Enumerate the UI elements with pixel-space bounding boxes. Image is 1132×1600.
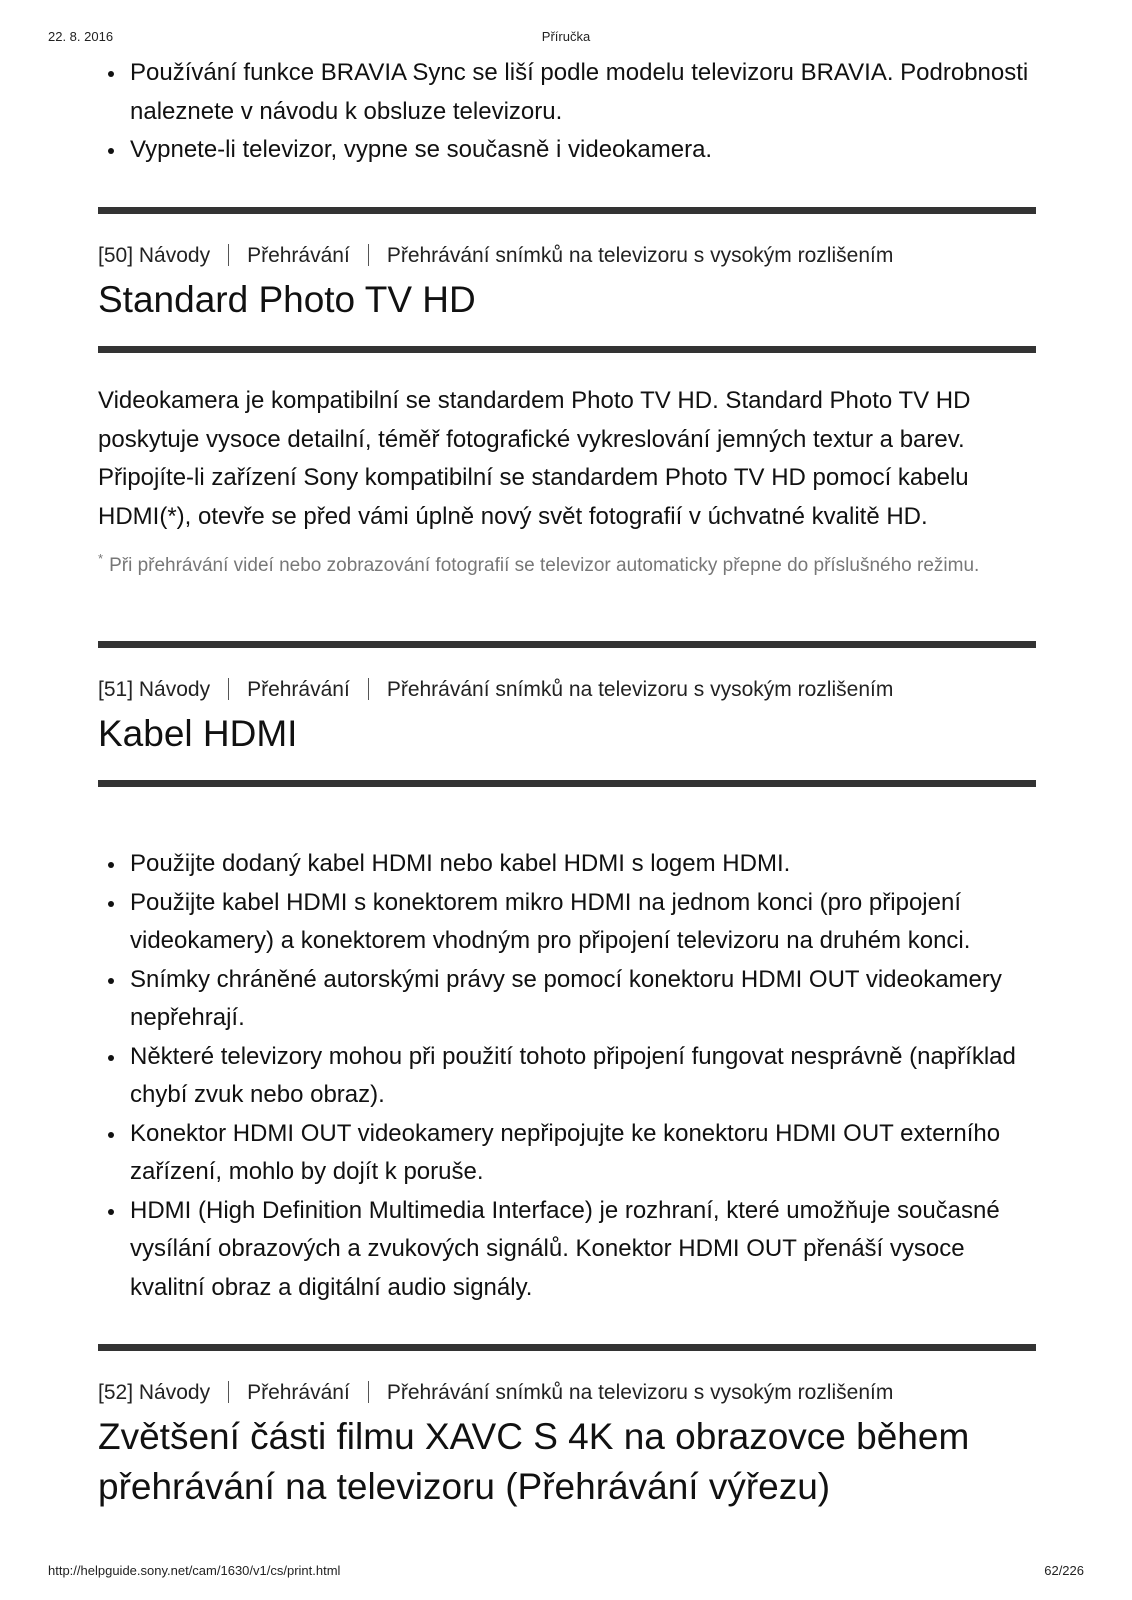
- document-title: Příručka: [541, 29, 591, 44]
- list-item: [98, 1038, 1036, 1115]
- intro-bullet-list: [98, 54, 1036, 170]
- section-paragraph: Videokamera je kompatibilní se standardem Photo TV HD. Standard Photo TV HD poskytuje vysoce detailní, téměř fotografické vykreslování jemných textur a barev. Připojíte-li zařízení Sony kompatibilní se standardem Photo TV HD pomocí kabelu HDMI(*), otevře se před vámi úplně nový svět fotografií v úchvatné kvalitě HD.: [98, 387, 971, 530]
- section-divider: [98, 346, 1036, 353]
- hdmi-notes: [98, 845, 1036, 1307]
- page-number: 62/226: [1044, 1563, 1084, 1578]
- section-title: Standard Photo TV HD: [98, 279, 476, 320]
- list-item-text: Snímky chráněné autorskými právy se pomocí konektoru HDMI OUT videokamery nepřehrají.: [130, 965, 1002, 1031]
- breadcrumb: [98, 244, 893, 268]
- section-divider: [98, 1344, 1036, 1351]
- intro-notes: [98, 54, 1036, 170]
- list-item-text: Použijte kabel HDMI s konektorem mikro HDMI na jednom konci (pro připojení videokamery) a konektorem vhodným pro připojení televizoru na druhém konci.: [130, 888, 971, 954]
- breadcrumb: [98, 1381, 893, 1405]
- section-divider: [98, 641, 1036, 648]
- breadcrumb-separator: [368, 244, 369, 266]
- hdmi-bullet-list: [98, 845, 1036, 1307]
- breadcrumb-item-topic[interactable]: Přehrávání snímků na televizoru s vysokým rozlišením: [386, 1381, 894, 1404]
- list-item-text: Použijte dodaný kabel HDMI nebo kabel HDMI s logem HDMI.: [130, 850, 791, 877]
- list-item: [98, 884, 1036, 961]
- list-item: [98, 1192, 1036, 1308]
- section-divider: [98, 207, 1036, 214]
- breadcrumb-item-number[interactable]: [50] Návody: [98, 244, 211, 267]
- list-item: [98, 131, 1036, 170]
- section-title: Zvětšení části filmu XAVC S 4K na obrazovce během přehrávání na televizoru (Přehrávání výřezu): [98, 1416, 970, 1507]
- breadcrumb-separator: [368, 678, 369, 700]
- breadcrumb-item-topic[interactable]: Přehrávání snímků na televizoru s vysokým rozlišením: [386, 244, 894, 267]
- list-item-text: Vypnete-li televizor, vypne se současně i videokamera.: [130, 136, 713, 163]
- list-item-text: Používání funkce BRAVIA Sync se liší podle modelu televizoru BRAVIA. Podrobnosti naleznete v návodu k obsluze televizoru.: [130, 59, 1029, 125]
- breadcrumb-item-number[interactable]: [52] Návody: [98, 1381, 211, 1404]
- breadcrumb-item-category[interactable]: Přehrávání: [247, 1381, 350, 1404]
- list-item-text: Konektor HDMI OUT videokamery nepřipojujte ke konektoru HDMI OUT externího zařízení, mohlo by dojít k poruše.: [130, 1119, 1001, 1185]
- bullet-icon: [108, 1132, 114, 1138]
- bullet-icon: [108, 978, 114, 984]
- bullet-icon: [108, 148, 114, 154]
- bullet-icon: [108, 71, 114, 77]
- breadcrumb-item-topic[interactable]: Přehrávání snímků na televizoru s vysokým rozlišením: [386, 678, 894, 701]
- bullet-icon: [108, 1055, 114, 1061]
- list-item: [98, 54, 1036, 131]
- list-item-text: Některé televizory mohou při použití tohoto připojení fungovat nesprávně (například chybí zvuk nebo obraz).: [130, 1042, 1016, 1108]
- breadcrumb-separator: [228, 244, 229, 266]
- breadcrumb-item-category[interactable]: Přehrávání: [247, 244, 350, 267]
- footnote-text: Při přehrávání videí nebo zobrazování fotografií se televizor automaticky přepne do příslušného režimu.: [109, 555, 980, 576]
- footnote: [98, 544, 1036, 581]
- section-title: Kabel HDMI: [98, 713, 298, 754]
- page-url: http://helpguide.sony.net/cam/1630/v1/cs/print.html: [48, 1563, 341, 1578]
- list-item: [98, 1115, 1036, 1192]
- footnote-marker: *: [98, 551, 104, 566]
- bullet-icon: [108, 862, 114, 868]
- list-item-text: HDMI (High Definition Multimedia Interface) je rozhraní, které umožňuje současné vysílání obrazových a zvukových signálů. Konektor HDMI OUT přenáší vysoce kvalitní obraz a digitální audio signály.: [130, 1196, 1000, 1301]
- bullet-icon: [108, 901, 114, 907]
- bullet-icon: [108, 1209, 114, 1215]
- breadcrumb-item-category[interactable]: Přehrávání: [247, 678, 350, 701]
- breadcrumb: [98, 678, 893, 702]
- breadcrumb-separator: [228, 678, 229, 700]
- breadcrumb-item-number[interactable]: [51] Návody: [98, 678, 211, 701]
- breadcrumb-separator: [228, 1381, 229, 1403]
- list-item: [98, 845, 1036, 884]
- section-divider: [98, 780, 1036, 787]
- print-date: 22. 8. 2016: [48, 29, 114, 44]
- list-item: [98, 961, 1036, 1038]
- breadcrumb-separator: [368, 1381, 369, 1403]
